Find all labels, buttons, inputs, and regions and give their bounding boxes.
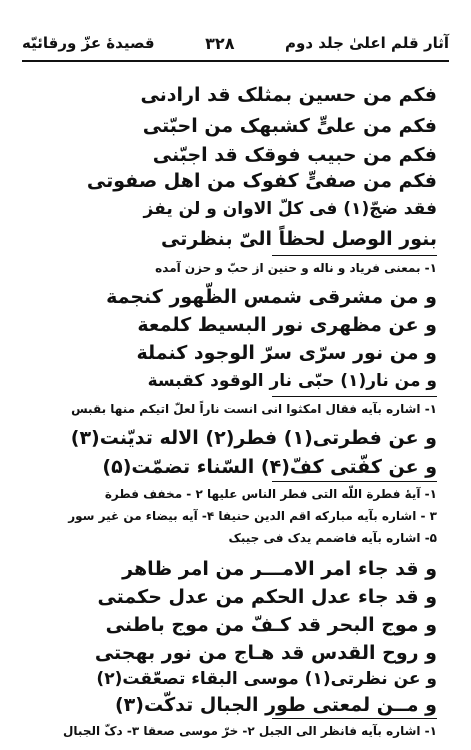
- header-divider: [22, 60, 449, 62]
- footnote: ۱- آیهٔ فطرة اللّه التی فطر الناس علیها ۲ - مخفف فطرة: [104, 487, 437, 501]
- verse-line: فکم من حسین بمثلک قد ارادنی: [140, 84, 437, 106]
- page-number: ۳۲۸: [205, 33, 235, 53]
- verse-line: و مــن لمعتی طور الجبال تدکّت(۳): [114, 694, 437, 716]
- footnote-divider: [272, 255, 437, 256]
- footnote-divider: [272, 481, 437, 482]
- footnote: ۱- بمعنی فریاد و ناله و حنین از حبّ و حزن آمده: [155, 261, 437, 275]
- verse-line: و من نار(۱) حبّی نار الوقود کقبسة: [147, 371, 437, 391]
- verse-line: فکم من علیٍّ کشبهک من احبّتی: [142, 115, 437, 137]
- verse-line: فقد ضجّ(۱) فی کلّ الاوان و لن یفز: [143, 199, 437, 219]
- verse-line: و عن فطرتی(۱) فطر(۲) الاله تدیّنت(۳): [70, 427, 437, 449]
- footnote-divider: [272, 718, 437, 719]
- verse-line: و موج البحر قد کـفّ من موج باطنی: [105, 614, 437, 636]
- verse-line: و عن نظرتی(۱) موسی البقاء تصعّقت(۲): [96, 669, 437, 689]
- page-header: [22, 32, 449, 54]
- verse-line: و من مشرقی شمس الظّهور کنجمة: [106, 286, 437, 308]
- footnote: ۵- اشاره بآیه فاضمم یدک فی جیبک: [228, 531, 437, 545]
- footnote: ۱- اشاره بآیه فقال امکثوا انی انست ناراً لعلّ اتیکم منها بقبس: [71, 402, 437, 416]
- verse-line: و روح القدس قد هـاج من نور بهجتی: [94, 642, 437, 664]
- verse-line: و عن مظهری نور البسیط کلمعة: [137, 314, 437, 336]
- verse-line: بنور الوصل لحظاً الیّ بنظرتی: [161, 228, 437, 250]
- poem-title: قصیدۀ عزّ ورقائیّه: [22, 34, 155, 52]
- footnote: ۱- اشاره بآیه فانظر الی الجبل ۲- خرّ موسی صعقا ۳- دکّ الجبال: [63, 724, 437, 738]
- verse-line: فکم من حبیب فوقک قد اجبّنی: [152, 144, 437, 166]
- verse-line: و قد جاء عدل الحکم من عدل حکمتی: [97, 586, 437, 608]
- verse-line: و عن کفّتی کفّ(۴) السّناء تضمّت(۵): [102, 456, 437, 478]
- footnote-divider: [272, 396, 437, 397]
- verse-line: و قد جاء امر الامـــر من امر ظاهر: [122, 558, 437, 580]
- verse-line: و من نور سرّی سرّ الوجود کنملة: [136, 342, 437, 364]
- footnote: ۳ - اشاره بآیه مبارکه اقم الدین حنیفا ۴- آیه بیضاء من غیر سور: [68, 509, 437, 523]
- book-title: آثار قلم اعلیٰ جلد دوم: [285, 34, 449, 52]
- verse-line: فکم من صفیٍّ کفوک من اهل صفوتی: [86, 170, 437, 192]
